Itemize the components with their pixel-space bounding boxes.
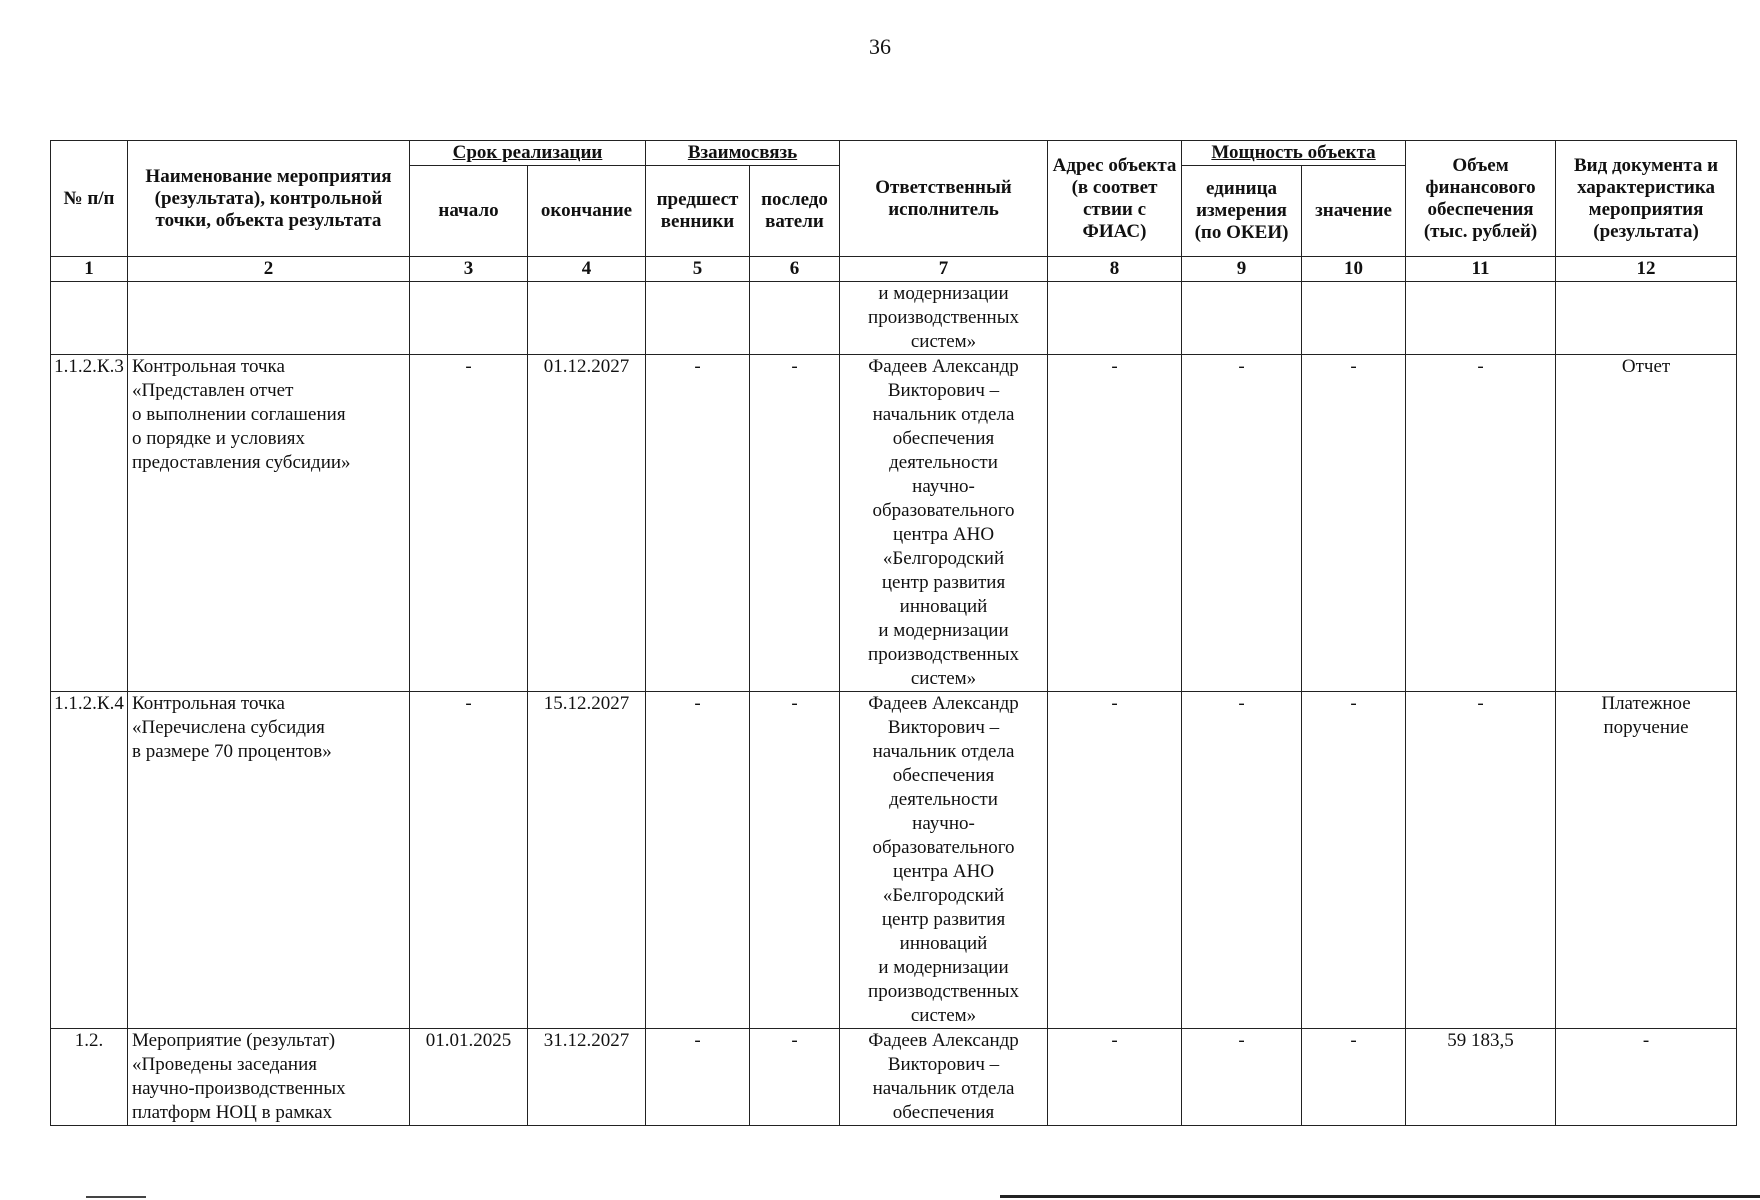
header-group-term: Срок реализации xyxy=(410,141,646,166)
cell-name: Контрольная точка «Представлен отчет о выполнении соглашения о порядке и условиях предоставления субсидии» xyxy=(128,355,410,692)
header-value: значение xyxy=(1302,166,1406,257)
cell-funding: - xyxy=(1406,692,1556,1029)
column-number: 5 xyxy=(646,257,750,282)
events-plan-table xyxy=(50,140,1737,1126)
cell-start: - xyxy=(410,692,528,1029)
cell-funding: - xyxy=(1406,355,1556,692)
header-row-groups xyxy=(51,141,1737,166)
column-number: 12 xyxy=(1556,257,1737,282)
table-row xyxy=(51,282,1737,355)
cell-value: - xyxy=(1302,355,1406,692)
bottom-rule-left xyxy=(86,1196,146,1198)
cell-end: 15.12.2027 xyxy=(528,692,646,1029)
header-responsible: Ответственный исполнитель xyxy=(840,141,1048,257)
cell-value: - xyxy=(1302,692,1406,1029)
header-name: Наименование мероприятия (результата), контрольной точки, объекта результата xyxy=(128,141,410,257)
cell-unit: - xyxy=(1182,355,1302,692)
header-row-numbers xyxy=(51,257,1737,282)
header-start: начало xyxy=(410,166,528,257)
header-address: Адрес объекта (в соответ ствии с ФИАС) xyxy=(1048,141,1182,257)
cell-name: Мероприятие (результат) «Проведены заседания научно-производственных платформ НОЦ в рамках xyxy=(128,1029,410,1126)
cell-end xyxy=(528,282,646,355)
cell-address: - xyxy=(1048,1029,1182,1126)
cell-start: 01.01.2025 xyxy=(410,1029,528,1126)
column-number: 11 xyxy=(1406,257,1556,282)
header-group-link: Взаимосвязь xyxy=(646,141,840,166)
table-row xyxy=(51,1029,1737,1126)
cell-funding: 59 183,5 xyxy=(1406,1029,1556,1126)
cell-value xyxy=(1302,282,1406,355)
column-number: 3 xyxy=(410,257,528,282)
cell-end: 31.12.2027 xyxy=(528,1029,646,1126)
cell-unit: - xyxy=(1182,1029,1302,1126)
cell-start: - xyxy=(410,355,528,692)
cell-succ: - xyxy=(750,692,840,1029)
cell-num: 1.1.2.К.4 xyxy=(51,692,128,1029)
column-number: 7 xyxy=(840,257,1048,282)
cell-name: Контрольная точка «Перечислена субсидия в размере 70 процентов» xyxy=(128,692,410,1029)
table-header xyxy=(51,141,1737,282)
bottom-rule xyxy=(1000,1195,1760,1198)
cell-name xyxy=(128,282,410,355)
header-group-capacity: Мощность объекта xyxy=(1182,141,1406,166)
cell-address xyxy=(1048,282,1182,355)
cell-doc: Платежное поручение xyxy=(1556,692,1737,1029)
cell-doc: - xyxy=(1556,1029,1737,1126)
cell-num: 1.1.2.К.3 xyxy=(51,355,128,692)
column-number: 10 xyxy=(1302,257,1406,282)
header-successors: последо ватели xyxy=(750,166,840,257)
cell-succ: - xyxy=(750,1029,840,1126)
header-predecessors: предшест венники xyxy=(646,166,750,257)
column-number: 4 xyxy=(528,257,646,282)
cell-pred: - xyxy=(646,692,750,1029)
cell-doc xyxy=(1556,282,1737,355)
cell-num: 1.2. xyxy=(51,1029,128,1126)
cell-value: - xyxy=(1302,1029,1406,1126)
column-number: 8 xyxy=(1048,257,1182,282)
cell-num xyxy=(51,282,128,355)
cell-unit xyxy=(1182,282,1302,355)
table-body xyxy=(51,282,1737,1126)
cell-responsible: Фадеев Александр Викторович – начальник отдела обеспечения деятельности научно- образовательного центра АНО «Белгородский центр развития инноваций и модернизации производственных систем» xyxy=(840,692,1048,1029)
cell-pred: - xyxy=(646,1029,750,1126)
cell-succ: - xyxy=(750,355,840,692)
cell-address: - xyxy=(1048,692,1182,1029)
cell-responsible: Фадеев Александр Викторович – начальник отдела обеспечения xyxy=(840,1029,1048,1126)
cell-start xyxy=(410,282,528,355)
column-number: 1 xyxy=(51,257,128,282)
column-number: 2 xyxy=(128,257,410,282)
cell-pred xyxy=(646,282,750,355)
cell-address: - xyxy=(1048,355,1182,692)
header-doc-type: Вид документа и характеристика мероприятия (результата) xyxy=(1556,141,1737,257)
table-row xyxy=(51,355,1737,692)
cell-responsible: и модернизации производственных систем» xyxy=(840,282,1048,355)
column-number: 9 xyxy=(1182,257,1302,282)
header-end: окончание xyxy=(528,166,646,257)
column-number: 6 xyxy=(750,257,840,282)
table-row xyxy=(51,692,1737,1029)
cell-funding xyxy=(1406,282,1556,355)
cell-pred: - xyxy=(646,355,750,692)
cell-unit: - xyxy=(1182,692,1302,1029)
cell-doc: Отчет xyxy=(1556,355,1737,692)
cell-end: 01.12.2027 xyxy=(528,355,646,692)
page-number: 36 xyxy=(869,34,891,59)
header-unit: единица измерения (по ОКЕИ) xyxy=(1182,166,1302,257)
header-num: № п/п xyxy=(51,141,128,257)
cell-responsible: Фадеев Александр Викторович – начальник отдела обеспечения деятельности научно- образовательного центра АНО «Белгородский центр развития инноваций и модернизации производственных систем» xyxy=(840,355,1048,692)
cell-succ xyxy=(750,282,840,355)
header-funding: Объем финансового обеспечения (тыс. рублей) xyxy=(1406,141,1556,257)
